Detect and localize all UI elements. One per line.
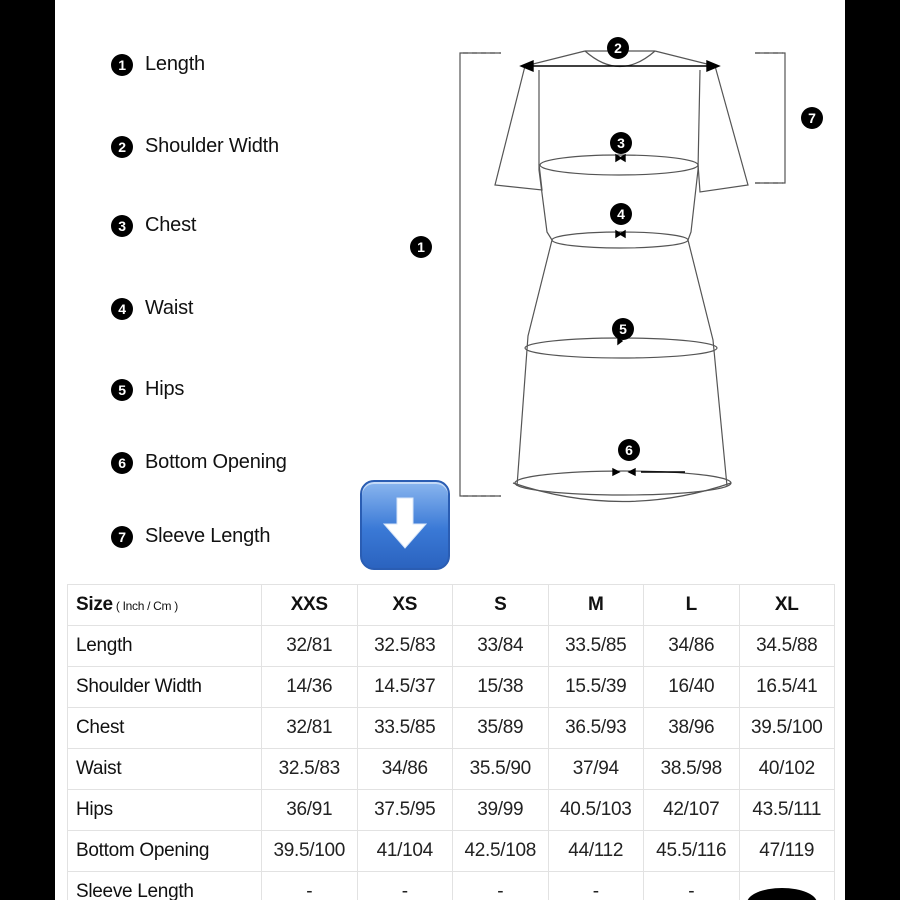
table-cell: -	[262, 872, 358, 900]
table-cell: 41/104	[357, 831, 453, 872]
table-cell: 32.5/83	[357, 626, 453, 667]
size-col-xxs: XXS	[262, 585, 358, 626]
row-label: Shoulder Width	[68, 667, 262, 708]
table-cell: 16/40	[644, 667, 740, 708]
table-cell: 14/36	[262, 667, 358, 708]
diagram-marker-waist: 4	[610, 203, 632, 225]
row-label: Hips	[68, 790, 262, 831]
legend-label: Length	[145, 53, 205, 75]
diagram-marker-shoulder-width: 2	[607, 37, 629, 59]
table-cell: 36/91	[262, 790, 358, 831]
diagram-marker-sleeve-length: 7	[801, 107, 823, 129]
table-cell: 34/86	[644, 626, 740, 667]
size-col-l: L	[644, 585, 740, 626]
size-col-xs: XS	[357, 585, 453, 626]
table-cell: 43.5/111	[739, 790, 835, 831]
down-arrow-icon	[360, 480, 450, 570]
table-row	[68, 749, 835, 790]
dress-diagram	[55, 0, 845, 580]
size-col-m: M	[548, 585, 644, 626]
legend-label: Chest	[145, 214, 197, 236]
table-cell: 40/102	[739, 749, 835, 790]
dress-outline-illustration	[55, 0, 845, 580]
row-label: Bottom Opening	[68, 831, 262, 872]
size-col-s: S	[453, 585, 549, 626]
table-cell: 33.5/85	[548, 626, 644, 667]
table-cell: 42.5/108	[453, 831, 549, 872]
table-cell: 34/86	[357, 749, 453, 790]
table-cell: 35/89	[453, 708, 549, 749]
table-cell: 39.5/100	[739, 708, 835, 749]
table-cell: 33.5/85	[357, 708, 453, 749]
table-cell: -	[548, 872, 644, 900]
size-header-unit: ( Inch / Cm )	[112, 599, 178, 613]
table-cell: 15.5/39	[548, 667, 644, 708]
table-cell: 39.5/100	[262, 831, 358, 872]
table-row	[68, 790, 835, 831]
table-cell: 37.5/95	[357, 790, 453, 831]
row-label: Length	[68, 626, 262, 667]
table-cell: 32/81	[262, 626, 358, 667]
table-cell: 47/119	[739, 831, 835, 872]
diagram-marker-hips: 5	[612, 318, 634, 340]
diagram-marker-length: 1	[410, 236, 432, 258]
diagram-marker-bottom-opening: 6	[618, 439, 640, 461]
size-table	[67, 584, 835, 900]
table-row	[68, 831, 835, 872]
table-cell: 16.5/41	[739, 667, 835, 708]
table-cell: 37/94	[548, 749, 644, 790]
table-row	[68, 667, 835, 708]
table-cell: 34.5/88	[739, 626, 835, 667]
legend-label: Sleeve Length	[145, 525, 271, 547]
size-table-header-row	[68, 585, 835, 626]
table-cell: -	[644, 872, 740, 900]
legend-number: 3	[111, 215, 133, 237]
table-cell: -	[357, 872, 453, 900]
size-header-cell	[68, 585, 262, 626]
table-cell: 38.5/98	[644, 749, 740, 790]
table-cell: -	[453, 872, 549, 900]
legend-number: 2	[111, 136, 133, 158]
row-label: Sleeve Length	[68, 872, 262, 900]
table-cell: 42/107	[644, 790, 740, 831]
table-row	[68, 708, 835, 749]
size-col-xl: XL	[739, 585, 835, 626]
table-cell: 39/99	[453, 790, 549, 831]
legend-number: 4	[111, 298, 133, 320]
table-cell: 15/38	[453, 667, 549, 708]
table-cell: 32/81	[262, 708, 358, 749]
legend-number: 6	[111, 452, 133, 474]
table-row	[68, 626, 835, 667]
table-cell: 38/96	[644, 708, 740, 749]
table-row	[68, 872, 835, 900]
table-cell: 36.5/93	[548, 708, 644, 749]
table-cell: 40.5/103	[548, 790, 644, 831]
row-label: Chest	[68, 708, 262, 749]
legend-number: 7	[111, 526, 133, 548]
table-cell: 44/112	[548, 831, 644, 872]
size-chart-page	[55, 0, 845, 900]
diagram-marker-chest: 3	[610, 132, 632, 154]
legend-label: Bottom Opening	[145, 451, 287, 473]
legend-number: 1	[111, 54, 133, 76]
table-cell: 35.5/90	[453, 749, 549, 790]
legend-label: Hips	[145, 378, 185, 400]
row-label: Waist	[68, 749, 262, 790]
legend-label: Waist	[145, 297, 194, 319]
table-cell: 14.5/37	[357, 667, 453, 708]
legend-label: Shoulder Width	[145, 135, 279, 157]
table-cell: 33/84	[453, 626, 549, 667]
table-cell: 32.5/83	[262, 749, 358, 790]
size-header-title: Size	[76, 594, 113, 615]
legend-number: 5	[111, 379, 133, 401]
table-cell: 45.5/116	[644, 831, 740, 872]
